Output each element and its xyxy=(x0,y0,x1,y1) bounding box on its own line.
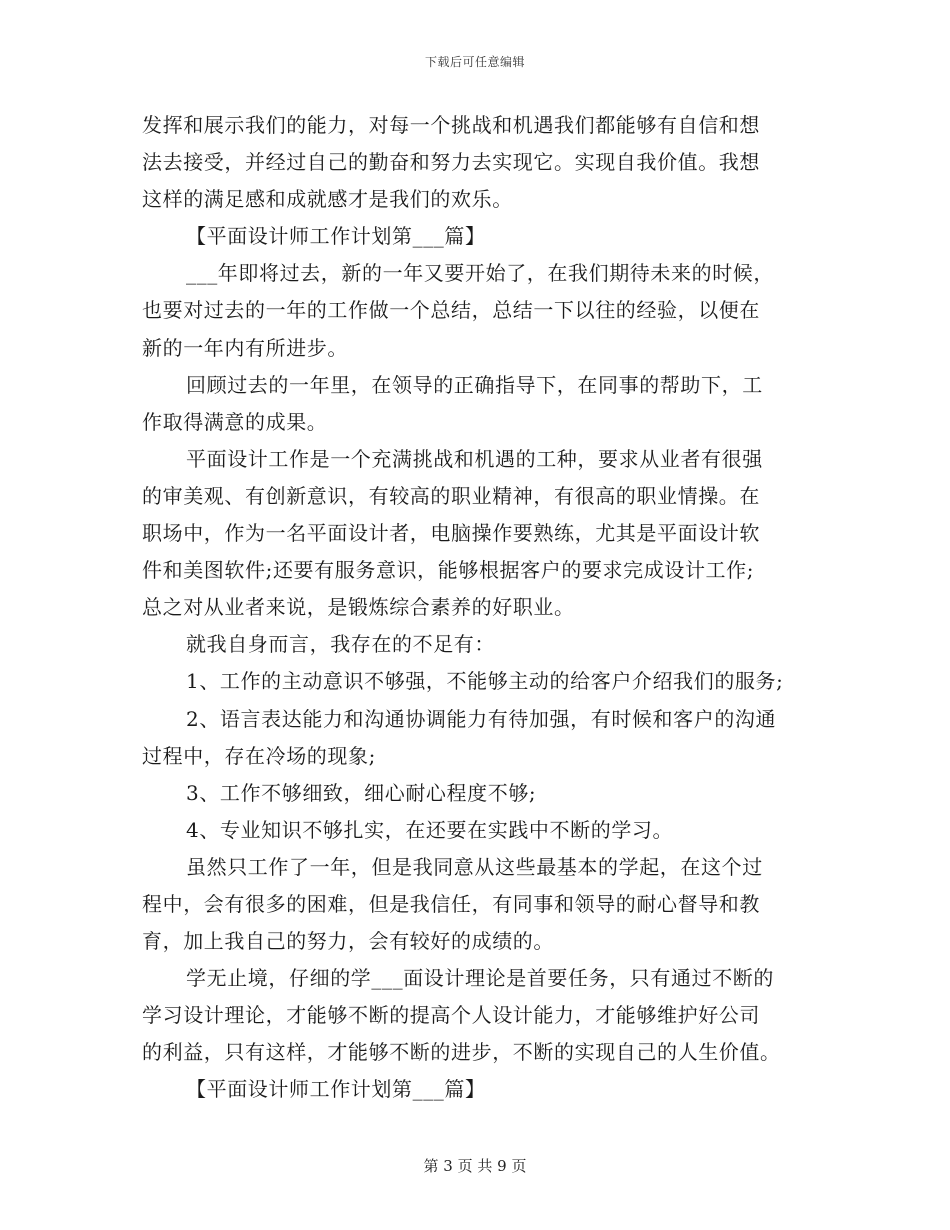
document-body xyxy=(142,107,814,1109)
paragraph-line: ___年即将过去，新的一年又要开始了，在我们期待未来的时候， xyxy=(186,261,774,286)
paragraph-line: 学无止境，仔细的学___面设计理论是首要任务，只有通过不断的 xyxy=(186,966,774,991)
list-item: 3、工作不够细致，细心耐心程度不够; xyxy=(186,780,537,805)
paragraph-line: 程中，会有很多的困难，但是我信任，有同事和领导的耐心督导和教 xyxy=(142,891,760,916)
paragraph-line: 就我自身而言，我存在的不足有： xyxy=(186,632,495,657)
list-item: 2、语言表达能力和沟通协调能力有待加强，有时候和客户的沟通 xyxy=(186,706,777,731)
paragraph-line: 作取得满意的成果。 xyxy=(142,409,328,434)
paragraph-line: 的利益，只有这样，才能够不断的进步，不断的实现自己的人生价值。 xyxy=(142,1040,781,1065)
section-heading: 【平面设计师工作计划第___篇】 xyxy=(186,1077,486,1102)
paragraph-line: 件和美图软件;还要有服务意识，能够根据客户的要求完成设计工作; xyxy=(142,558,755,583)
paragraph-line: 新的一年内有所进步。 xyxy=(142,335,348,360)
paragraph-line: 学习设计理论，才能够不断的提高个人设计能力，才能够维护好公司 xyxy=(142,1003,760,1028)
page-indicator: 第 3 页 共 9 页 xyxy=(423,1157,527,1175)
paragraph-line: 发挥和展示我们的能力，对每一个挑战和机遇我们都能够有自信和想 xyxy=(142,113,760,137)
section-heading: 【平面设计师工作计划第___篇】 xyxy=(186,224,486,249)
paragraph-line: 虽然只工作了一年，但是我同意从这些最基本的学起，在这个过 xyxy=(186,854,763,879)
paragraph-line: 总之对从业者来说，是锻炼综合素养的好职业。 xyxy=(142,595,575,620)
paragraph-line: 职场中，作为一名平面设计者，电脑操作要熟练，尤其是平面设计软 xyxy=(142,521,760,546)
list-item: 1、工作的主动意识不够强，不能够主动的给客户介绍我们的服务; xyxy=(186,669,784,694)
list-item: 4、专业知识不够扎实，在还要在实践中不断的学习。 xyxy=(186,817,674,842)
paragraph-line: 法去接受，并经过自己的勤奋和努力去实现它。实现自我价值。我想 xyxy=(142,150,760,175)
paragraph-line: 育，加上我自己的努力，会有较好的成绩的。 xyxy=(142,929,554,954)
paragraph-line: 这样的满足感和成就感才是我们的欢乐。 xyxy=(142,187,513,212)
paragraph-line: 平面设计工作是一个充满挑战和机遇的工种，要求从业者有很强 xyxy=(186,446,763,471)
header-note: 下载后可任意编辑 xyxy=(424,55,525,69)
paragraph-line: 也要对过去的一年的工作做一个总结，总结一下以往的经验，以便在 xyxy=(142,298,760,323)
paragraph-line: 回顾过去的一年里，在领导的正确指导下，在同事的帮助下，工 xyxy=(186,372,763,397)
paragraph-line: 过程中，存在冷场的现象; xyxy=(142,743,376,768)
paragraph-line: 的审美观、有创新意识，有较高的职业精神，有很高的职业情操。在 xyxy=(142,483,760,508)
